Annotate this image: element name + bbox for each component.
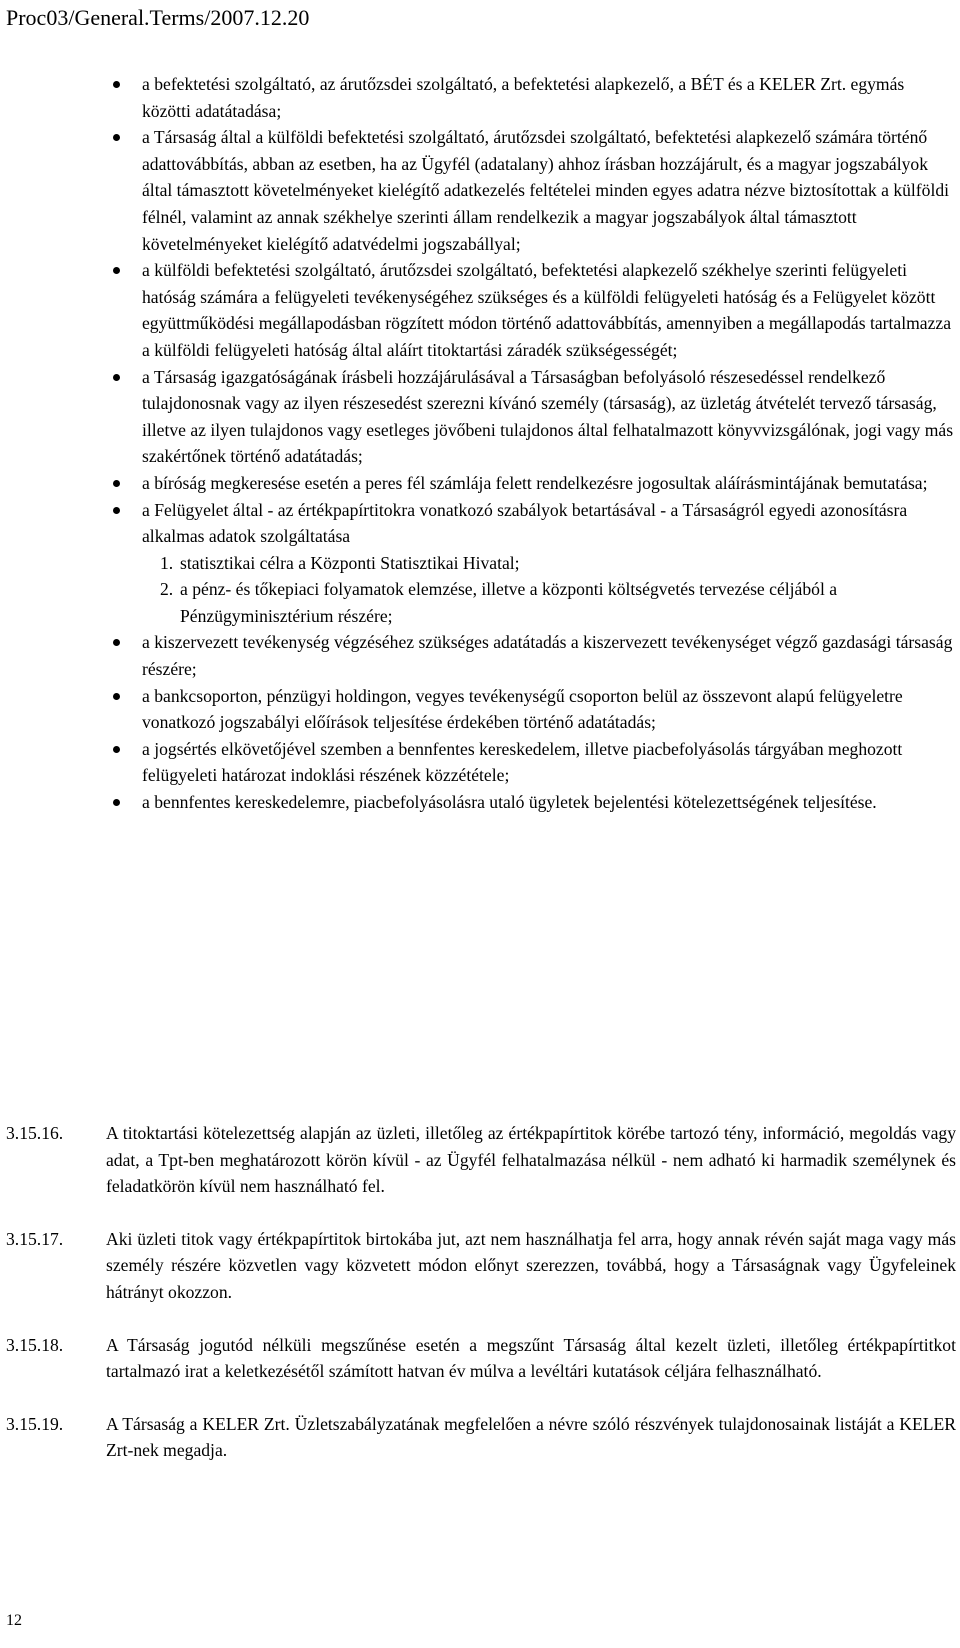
section-text: A titoktartási kötelezettség alapján az üzleti, illetőleg az értékpapírtitok körébe tartozó tény, információ, megoldás vagy adat, a Tpt-ben meghatározott körön kívül - az Ügyfél felhatalmazása nélkül - nem adható ki harmadik személynek és feladatkörön kívül nem használható fel. — [106, 1123, 956, 1197]
list-item: a bankcsoporton, pénzügyi holdingon, vegyes tevékenységű csoporton belül az összevont alapú felügyeletre vonatkozó jogszabályi előírások teljesítése érdekében történő adatátadás; — [113, 683, 955, 736]
section-3-15-19 — [6, 1411, 956, 1464]
list-item: a Társaság által a külföldi befektetési szolgáltató, árutőzsdei szolgáltató, befektetési alapkezelő számára történő adattovábbítás, abban az esetben, ha az Ügyfél (adatalany) ahhoz írásban hozzájárult, és a magyar jogszabályok által támasztott követelményeket kielégítő adatkezelés feltételei minden egyes adatra nézve biztosítottak a külföldi félnél, valamint az annak székhelye szerinti állam rendelkezik a magyar jogszabályok által támasztott követelményeket kielégítő adatvédelmi jogszabállyal; — [113, 124, 955, 257]
list-item: a Társaság igazgatóságának írásbeli hozzájárulásával a Társaságban befolyásoló részesedéssel rendelkező tulajdonosnak vagy az ilyen részesedést szerezni kívánó személy (társaság), az üzletág átvételét tervező társaság, illetve az ilyen tulajdonos vagy esetleges jövőbeni tulajdonos által felhatalmazott könyvvizsgálónak, jogi vagy más szakértőnek történő adatátadás; — [113, 364, 955, 470]
list-item: a jogsértés elkövetőjével szemben a bennfentes kereskedelem, illetve piacbefolyásolás tárgyában meghozott felügyeleti határozat indoklási részének közzététele; — [113, 736, 955, 789]
list-item: a kiszervezett tevékenység végzéséhez szükséges adatátadás a kiszervezett tevékenységet végző gazdasági társaság részére; — [113, 629, 955, 682]
section-text: Aki üzleti titok vagy értékpapírtitok birtokába jut, azt nem használhatja fel arra, hogy annak révén saját maga vagy más személy részére közvetlen vagy közvetett módon előnyt szerezzen, továbbá, hogy a Társaságnak vagy Ügyfeleinek hátrányt okozzon. — [106, 1228, 956, 1302]
list-item: a befektetési szolgáltató, az árutőzsdei szolgáltató, a befektetési alapkezelő, a BÉT és a KELER Zrt. egymás közötti adatátadása; — [113, 71, 955, 124]
section-3-15-17 — [6, 1226, 956, 1306]
section-3-15-18 — [6, 1332, 956, 1385]
sub-item-number: 2. — [160, 579, 174, 600]
list-item: a Felügyelet által - az értékpapírtitokra vonatkozó szabályok betartásával - a Társaságról egyedi azonosításra alkalmas adatok szolgáltatása — [113, 497, 955, 550]
section-number: 3.15.19. — [6, 1413, 64, 1434]
sub-item-text: a pénz- és tőkepiaci folyamatok elemzése, illetve a központi költségvetés tervezése céljából a Pénzügyminisztérium részére; — [180, 579, 838, 626]
section-text: A Társaság jogutód nélküli megszűnése esetén a megszűnt Társaság által kezelt üzleti, illetőleg értékpapírtitkot tartalmazó irat a keletkezésétől számított hatvan év múlva a levéltári kutatások céljára felhasználható. — [106, 1334, 956, 1382]
numbered-sub-item — [113, 576, 955, 629]
document-header: Proc03/General.Terms/2007.12.20 — [6, 5, 310, 30]
section-text: A Társaság a KELER Zrt. Üzletszabályzatának megfelelően a névre szóló részvények tulajdonosainak listáját a KELER Zrt-nek megadja. — [106, 1413, 956, 1461]
section-3-15-16 — [6, 1120, 956, 1200]
page-number: 12 — [6, 1612, 22, 1629]
section-number: 3.15.17. — [6, 1228, 64, 1249]
list-item: a külföldi befektetési szolgáltató, árutőzsdei szolgáltató, befektetési alapkezelő székhelye szerinti felügyeleti hatóság számára a felügyeleti tevékenységéhez szükséges és a külföldi felügyeleti hatóság és a Felügyelet között együttműködési megállapodásban rögzített módon történő adattovábbítás, amennyiben a megállapodás tartalmazza a külföldi felügyeleti hatóság által aláírt titoktartási záradék szükségességét; — [113, 257, 955, 363]
numbered-sections — [6, 1120, 956, 1490]
bullet-list — [113, 71, 955, 816]
sub-item-number: 1. — [160, 552, 174, 573]
numbered-sub-item — [113, 550, 955, 577]
sub-item-text: statisztikai célra a Központi Statisztikai Hivatal; — [180, 552, 520, 573]
section-number: 3.15.18. — [6, 1334, 64, 1355]
list-item: a bíróság megkeresése esetén a peres fél számlája felett rendelkezésre jogosultak aláírásmintájának bemutatása; — [113, 470, 955, 497]
section-number: 3.15.16. — [6, 1123, 64, 1143]
list-item: a bennfentes kereskedelemre, piacbefolyásolásra utaló ügyletek bejelentési kötelezettségének teljesítése. — [113, 789, 955, 816]
